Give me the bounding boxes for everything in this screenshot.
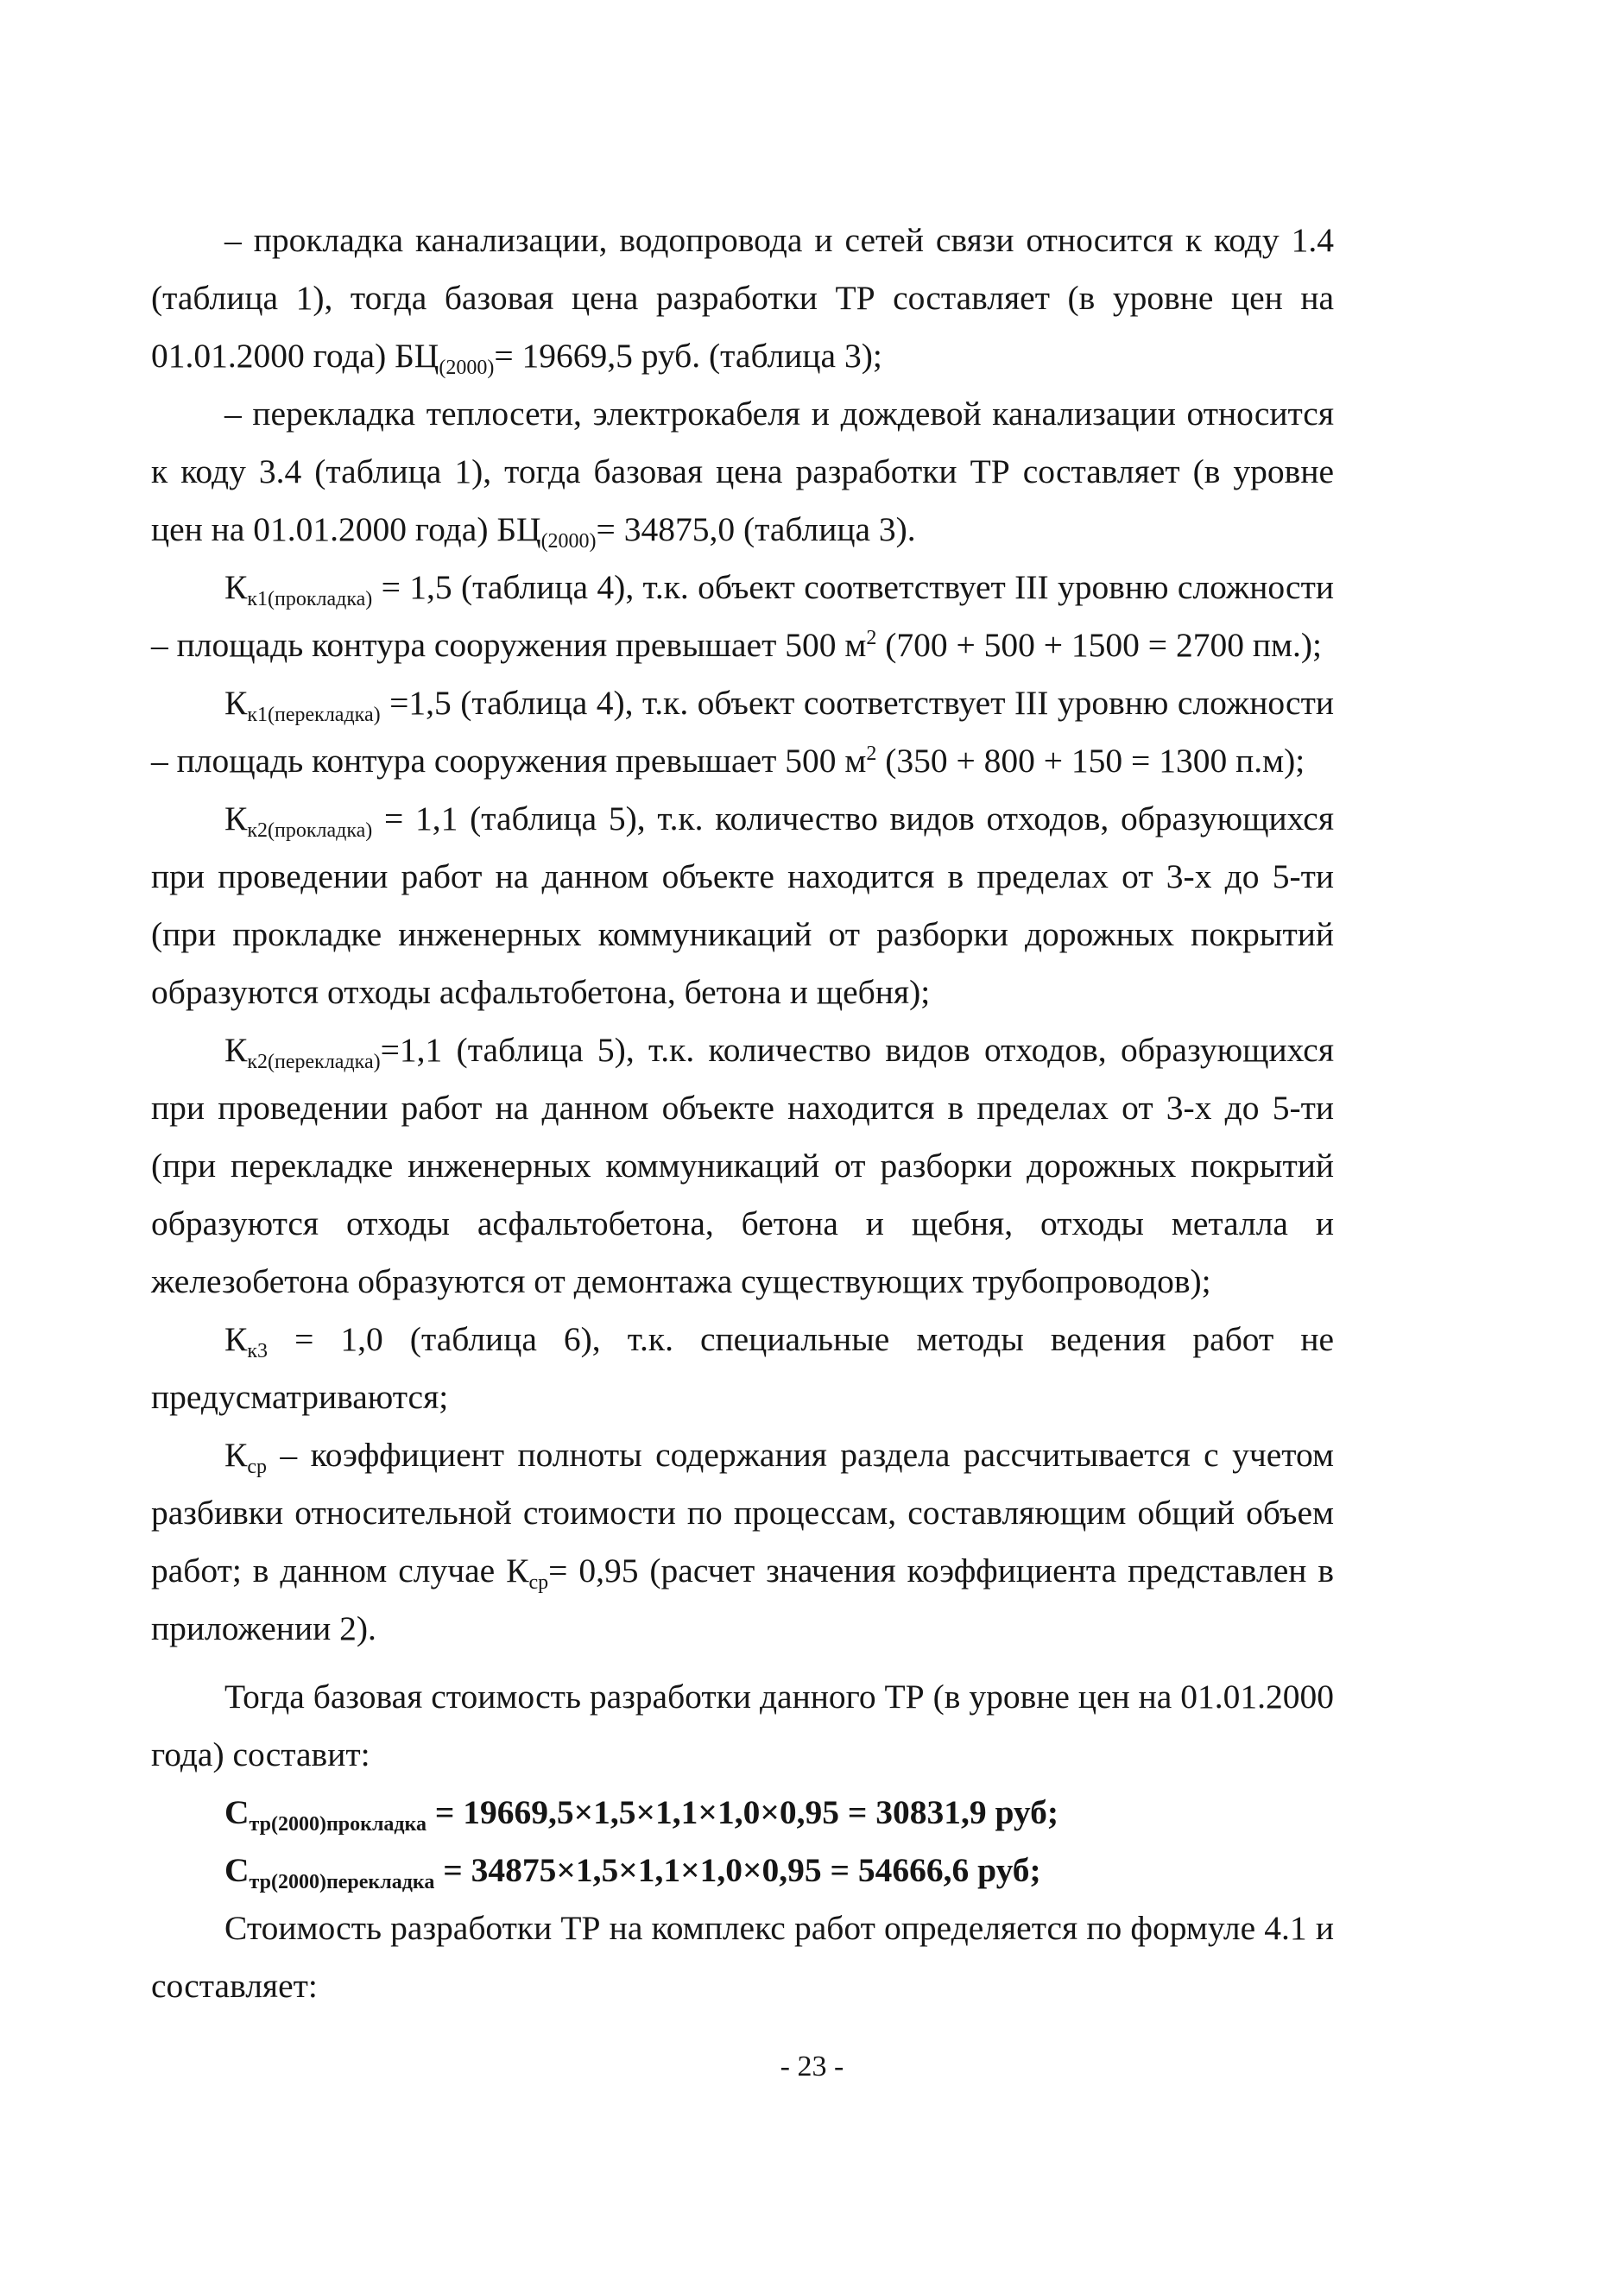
subscript: (2000) — [540, 530, 597, 553]
paragraph-tail: (350 + 800 + 150 = 1300 п.м); — [876, 742, 1305, 780]
paragraph-k2-laying — [151, 790, 1334, 1021]
coefficient-symbol: К — [224, 684, 248, 722]
coefficient-symbol: К — [224, 1436, 248, 1474]
subscript: к2(прокладка) — [247, 819, 373, 842]
paragraph-text: Тогда базовая стоимость разработки данного ТР (в уровне цен на 01.01.2000 года) составит: — [151, 1678, 1334, 1773]
paragraph-tail: = 19669,5 руб. (таблица 3); — [494, 337, 882, 375]
document-page — [151, 212, 1334, 2015]
subscript: к1(перекладка) — [247, 704, 381, 726]
paragraph-base-cost-intro — [151, 1668, 1334, 1784]
formula-laying-cost — [151, 1784, 1334, 1842]
subscript: к3 — [247, 1340, 269, 1362]
paragraph-ksr — [151, 1426, 1334, 1658]
subscript: тр(2000)прокладка — [249, 1813, 427, 1836]
subscript: ср — [247, 1456, 268, 1478]
paragraph-text: – прокладка канализации, водопровода и сетей связи относится к коду 1.4 (таблица 1), тогда базовая цена разработки ТР составляет (в уровне цен на 01.01.2000 года) БЦ — [151, 221, 1334, 375]
paragraph-text: = 1,0 (таблица 6), т.к. специальные методы ведения работ не предусматриваются; — [151, 1320, 1334, 1416]
paragraph-complex-cost — [151, 1899, 1334, 2015]
paragraph-text: – коэффициент полноты содержания раздела рассчитывается с учетом разбивки относительной стоимости по процессам, составляющим общий объем работ; в данном случае К — [151, 1436, 1334, 1590]
coefficient-symbol: К — [224, 568, 248, 606]
coefficient-symbol: К — [224, 1031, 248, 1069]
subscript: (2000) — [439, 357, 495, 379]
paragraph-k2-relaying — [151, 1021, 1334, 1311]
subscript: ср — [528, 1571, 549, 1594]
paragraph-tail: = 34875,0 (таблица 3). — [596, 510, 916, 548]
paragraph-relaying-price — [151, 385, 1334, 559]
paragraph-text: =1,1 (таблица 5), т.к. количество видов отходов, образующихся при проведении работ на данном объекте находится в пределах от 3-х до 5-ти (при перекладке инженерных коммуникаций от разборки дорожных покрытий образуются отходы асфальтобетона, бетона и щебня, отходы металла и железобетона образуются от демонтажа существующих трубопроводов); — [151, 1031, 1334, 1300]
paragraph-text: = 1,1 (таблица 5), т.к. количество видов отходов, образующихся при проведении работ на данном объекте находится в пределах от 3-х до 5-ти (при прокладке инженерных коммуникаций от разборки дорожных покрытий образуются отходы асфальтобетона, бетона и щебня); — [151, 800, 1334, 1011]
paragraph-text: =1,5 (таблица 4), т.к. объект соответствует III уровню сложности – площадь контура сооружения превышает 500 м — [151, 684, 1334, 780]
paragraph-k1-laying — [151, 559, 1334, 674]
paragraph-laying-price — [151, 212, 1334, 385]
subscript: тр(2000)перекладка — [249, 1871, 435, 1893]
cost-symbol: С — [224, 1793, 250, 1831]
paragraph-text: – перекладка теплосети, электрокабеля и дождевой канализации относится к коду 3.4 (таблица 1), тогда базовая цена разработки ТР составляет (в уровне цен на 01.01.2000 года) БЦ — [151, 395, 1334, 548]
subscript: к1(прокладка) — [247, 588, 373, 610]
coefficient-symbol: К — [224, 800, 248, 837]
paragraph-tail: = 0,95 (расчет значения коэффициента представлен в приложении 2). — [151, 1552, 1334, 1647]
paragraph-text: Стоимость разработки ТР на комплекс работ определяется по формуле 4.1 и составляет: — [151, 1909, 1334, 2005]
paragraph-tail: (700 + 500 + 1500 = 2700 пм.); — [876, 626, 1322, 664]
paragraph-k3 — [151, 1311, 1334, 1426]
formula-text: = 34875×1,5×1,1×1,0×0,95 = 54666,6 руб; — [434, 1851, 1041, 1889]
superscript: 2 — [866, 743, 877, 765]
superscript: 2 — [866, 627, 877, 649]
paragraph-text: = 1,5 (таблица 4), т.к. объект соответствует III уровню сложности – площадь контура сооружения превышает 500 м — [151, 568, 1334, 664]
page-number: - 23 - — [780, 2051, 844, 2083]
formula-relaying-cost — [151, 1842, 1334, 1899]
paragraph-k1-relaying — [151, 674, 1334, 790]
subscript: к2(перекладка) — [247, 1051, 381, 1073]
coefficient-symbol: К — [224, 1320, 248, 1358]
cost-symbol: С — [224, 1851, 250, 1889]
formula-text: = 19669,5×1,5×1,1×1,0×0,95 = 30831,9 руб; — [427, 1793, 1059, 1831]
